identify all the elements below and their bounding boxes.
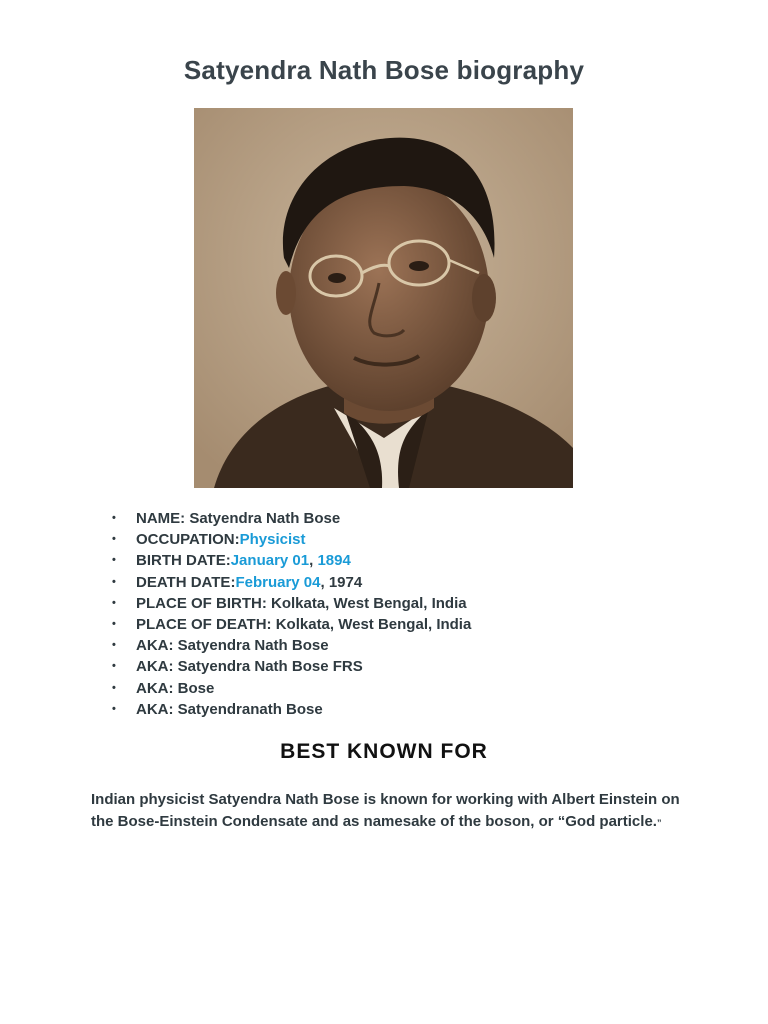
fact-separator: , (309, 552, 318, 570)
birth-year-link[interactable]: 1894 (317, 552, 351, 570)
best-known-paragraph (91, 789, 691, 834)
fact-aka (112, 656, 471, 677)
fact-label: AKA: (136, 679, 178, 697)
facts-list (112, 508, 471, 720)
bullet-icon: • (112, 554, 116, 567)
portrait-photo (194, 108, 573, 488)
bullet-icon: • (112, 702, 116, 715)
bullet-icon: • (112, 575, 116, 588)
occupation-link[interactable]: Physicist (239, 531, 306, 549)
fact-death-date (112, 572, 471, 593)
fact-label: AKA: (136, 700, 178, 718)
fact-name (112, 508, 471, 529)
birth-date-link[interactable]: January 01 (230, 552, 310, 570)
section-heading: BEST KNOWN FOR (280, 740, 488, 763)
paragraph-text: Indian physicist Satyendra Nath Bose is known for working with Albert Einstein on the Bose-Einstein Condensate and as namesake of the boson, or “God particle. (91, 791, 680, 830)
fact-label: OCCUPATION: (136, 531, 240, 549)
bullet-icon: • (112, 617, 116, 630)
fact-occupation (112, 529, 471, 550)
fact-value: Satyendra Nath Bose FRS (177, 658, 363, 676)
fact-place-of-birth (112, 593, 471, 614)
fact-label: PLACE OF BIRTH: (136, 594, 271, 612)
death-date-link[interactable]: February 04 (235, 573, 321, 591)
page-title: Satyendra Nath Bose biography (183, 55, 585, 85)
bullet-icon: • (112, 533, 116, 546)
fact-label: AKA: (136, 637, 178, 655)
fact-label: AKA: (136, 658, 178, 676)
bullet-icon: • (112, 681, 116, 694)
bullet-icon: • (112, 512, 116, 524)
fact-value: Satyendranath Bose (177, 700, 323, 718)
fact-value: Kolkata, West Bengal, India (275, 615, 472, 633)
fact-birth-date (112, 550, 471, 571)
bullet-icon: • (112, 596, 116, 609)
fact-label: DEATH DATE: (136, 573, 236, 591)
fact-label: NAME: (136, 510, 190, 527)
fact-aka (112, 699, 471, 720)
fact-value: Satyendra Nath Bose (177, 637, 329, 655)
fact-label: BIRTH DATE: (136, 552, 231, 570)
fact-value: Kolkata, West Bengal, India (271, 594, 467, 612)
fact-aka (112, 678, 471, 699)
closing-quote: ” (656, 817, 662, 828)
fact-aka (112, 635, 471, 656)
bullet-icon: • (112, 639, 116, 652)
death-year: 1974 (328, 573, 363, 591)
fact-separator: , (320, 573, 329, 591)
fact-value: Satyendra Nath Bose (189, 510, 341, 527)
fact-value: Bose (177, 679, 215, 697)
bullet-icon: • (112, 660, 116, 673)
fact-label: PLACE OF DEATH: (136, 615, 276, 633)
fact-place-of-death (112, 614, 471, 635)
